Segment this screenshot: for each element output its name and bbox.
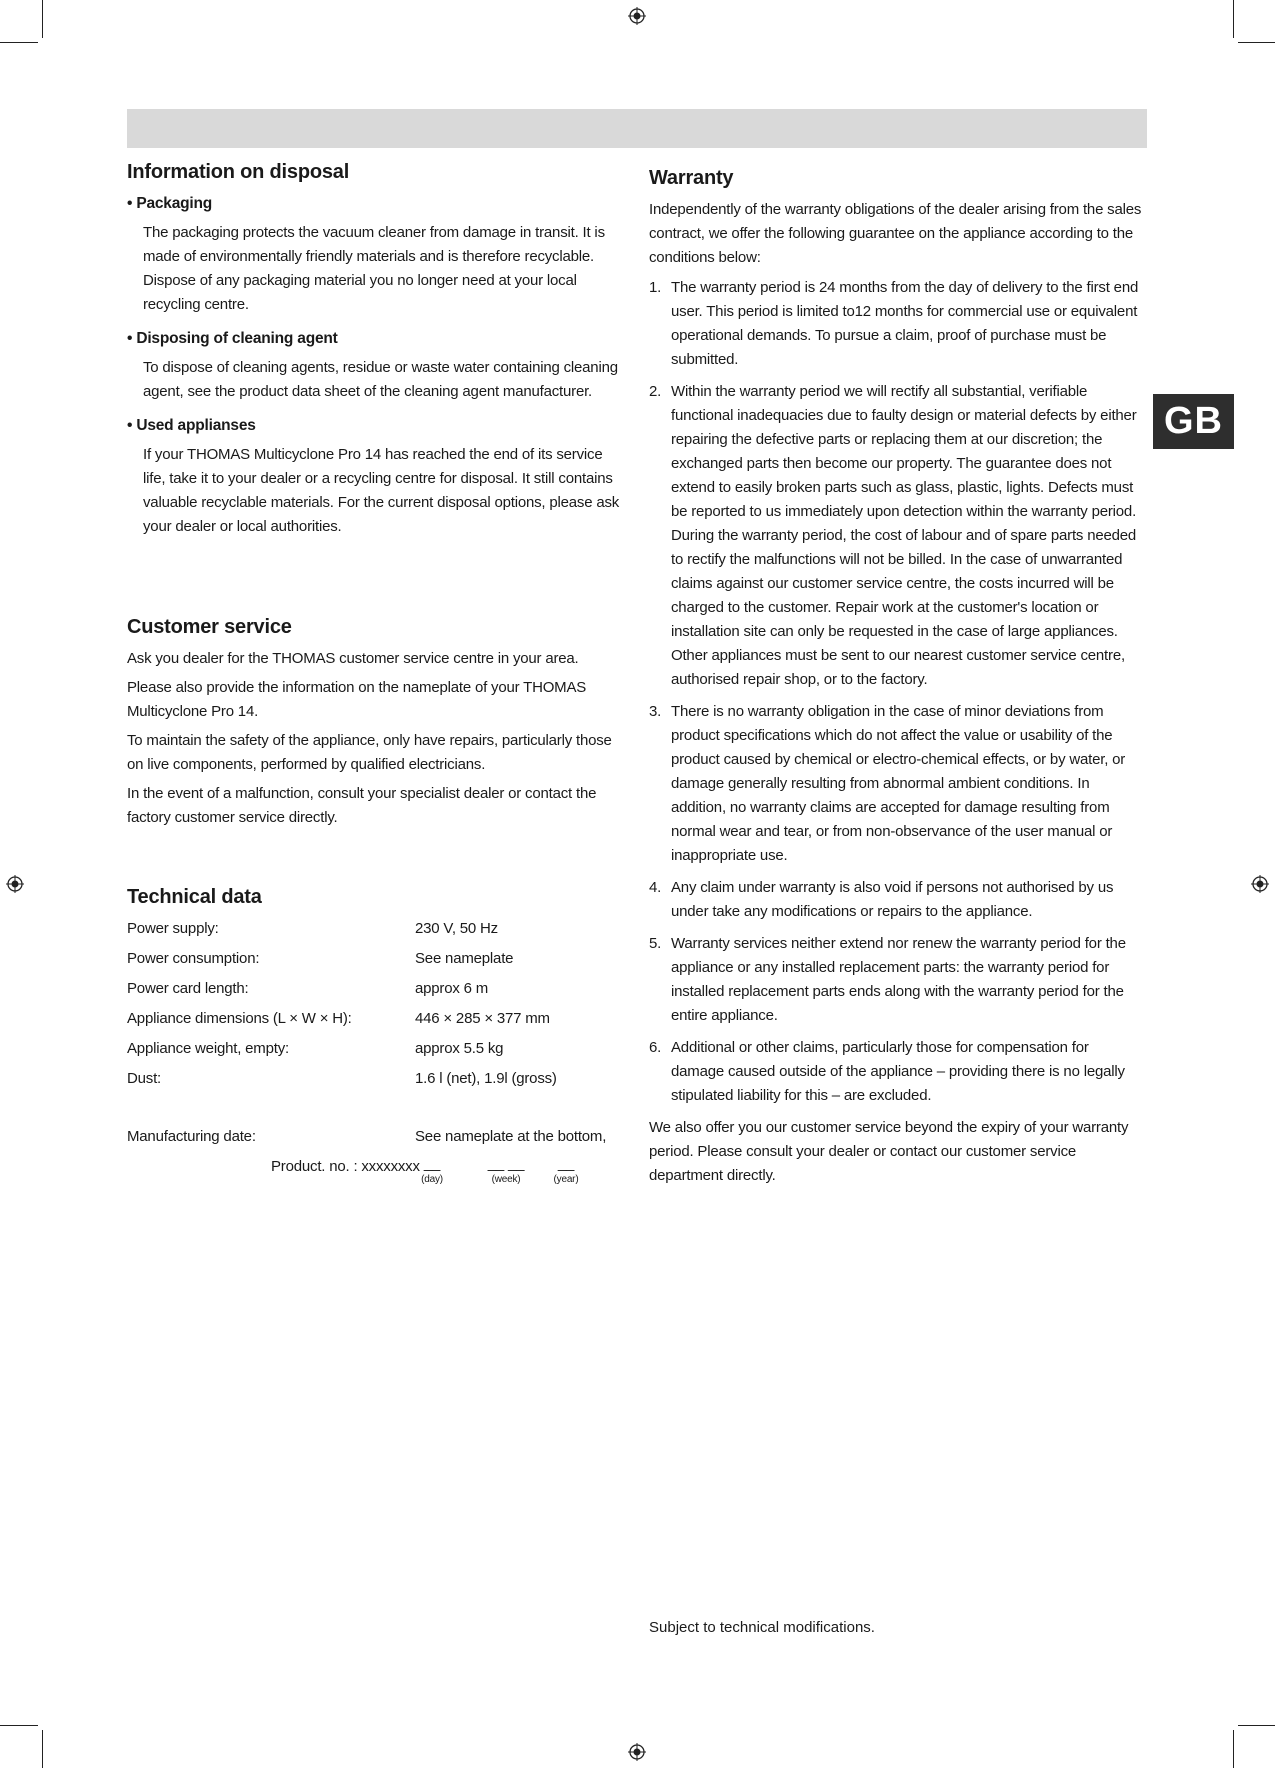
warranty-intro: Independently of the warranty obligations of the dealer arising from the sales contract, we offer the following guarantee on the appliance according to the conditions below: <box>649 201 1142 266</box>
cleaning-agent-text: To dispose of cleaning agents, residue or waste water containing cleaning agent, see the product data sheet of the cleaning agent manufacturer. <box>143 359 618 400</box>
tech-row <box>127 977 627 1007</box>
tech-label: Dust: <box>127 1070 162 1087</box>
warranty-item-number: 2. <box>649 383 662 400</box>
tech-label: Power consumption: <box>127 950 260 967</box>
tech-row <box>127 947 627 977</box>
tech-value: 446 × 285 × 377 mm <box>415 1010 550 1027</box>
manufacturing-label: Manufacturing date: <box>127 1128 256 1145</box>
registration-mark-icon <box>628 1743 646 1761</box>
tech-label: Appliance weight, empty: <box>127 1040 289 1057</box>
customer-service-section <box>127 615 627 830</box>
warranty-item-text: Any claim under warranty is also void if persons not authorised by us under take any modifications or repairs to the appliance. <box>671 879 1114 920</box>
header-bar <box>127 109 1147 148</box>
manufacturing-value: See nameplate at the bottom, <box>415 1128 607 1145</box>
crop-mark <box>0 1725 38 1726</box>
customer-service-paragraph: Please also provide the information on the nameplate of your THOMAS Multicyclone Pro 14. <box>127 679 587 720</box>
warranty-item-text: Warranty services neither extend nor renew the warranty period for the appliance or any installed replacement parts: the warranty period for installed replacement parts ends along with the warranty period for the entire appliance. <box>671 935 1126 1024</box>
crop-mark <box>0 42 38 43</box>
warranty-item-number: 4. <box>649 879 662 896</box>
tech-value: approx 5.5 kg <box>415 1040 504 1057</box>
date-day-blank: __ <box>423 1155 441 1172</box>
technical-data-section <box>127 885 627 1195</box>
crop-mark <box>1238 42 1275 43</box>
warranty-item <box>649 876 1145 924</box>
warranty-outro: We also offer you our customer service beyond the expiry of your warranty period. Please consult your dealer or contact our customer service department directly. <box>649 1119 1129 1184</box>
tech-row <box>127 1067 627 1097</box>
warranty-title: Warranty <box>649 167 734 189</box>
warranty-item <box>649 932 1145 1028</box>
warranty-section <box>649 166 1145 1188</box>
crop-mark <box>42 1730 43 1768</box>
warranty-item-text: The warranty period is 24 months from the day of delivery to the first end user. This period is limited to12 months for commercial use or equivalent operational demands. To pursue a claim, proof of purchase must be submitted. <box>671 279 1139 368</box>
date-week-blank: __ __ <box>487 1155 525 1172</box>
right-column <box>649 166 1145 1193</box>
used-appliances-heading: • Used applianses <box>127 417 256 434</box>
date-week-caption: (week) <box>491 1174 521 1185</box>
disposal-title: Information on disposal <box>127 161 350 183</box>
tech-value: 230 V, 50 Hz <box>415 920 498 937</box>
warranty-item <box>649 380 1145 692</box>
left-column <box>127 160 627 1195</box>
warranty-item <box>649 700 1145 868</box>
warranty-item-number: 1. <box>649 279 662 296</box>
crop-mark <box>42 0 43 38</box>
customer-service-paragraph: In the event of a malfunction, consult your specialist dealer or contact the factory customer service directly. <box>127 785 597 826</box>
crop-mark <box>1238 1725 1275 1726</box>
disposal-section <box>127 160 627 539</box>
product-number-row <box>127 1155 627 1195</box>
date-week <box>486 1155 526 1187</box>
warranty-item <box>649 276 1145 372</box>
customer-service-paragraph: Ask you dealer for the THOMAS customer service centre in your area. <box>127 650 579 667</box>
warranty-item <box>649 1036 1145 1108</box>
date-year-blank: __ <box>557 1155 575 1172</box>
tech-row <box>127 1037 627 1067</box>
registration-mark-icon <box>628 7 646 25</box>
tech-label: Appliance dimensions (L × W × H): <box>127 1010 352 1027</box>
crop-mark <box>1233 1730 1234 1768</box>
date-year-caption: (year) <box>553 1174 579 1185</box>
registration-mark-icon <box>1251 875 1269 893</box>
packaging-heading: • Packaging <box>127 195 213 212</box>
tech-label: Power supply: <box>127 920 219 937</box>
tech-value: See nameplate <box>415 950 514 967</box>
cleaning-agent-heading: • Disposing of cleaning agent <box>127 330 338 347</box>
date-day-caption: (day) <box>421 1174 443 1185</box>
warranty-item-text: Additional or other claims, particularly those for compensation for damage caused outside of the appliance – providing there is no legally stipulated liability for this – are excluded. <box>671 1039 1125 1104</box>
warranty-item-number: 3. <box>649 703 662 720</box>
warranty-item-text: There is no warranty obligation in the case of minor deviations from product specifications which do not affect the value or usability of the product caused by chemical or electro-chemical effects, or by water, or damage generally resulting from abnormal ambient conditions. In addition, no warranty claims are accepted for damage resulting from normal wear and tear, or from non-observance of the user manual or inappropriate use. <box>671 703 1126 864</box>
warranty-list <box>649 276 1145 1108</box>
manufacturing-row <box>127 1125 627 1155</box>
tech-label: Power card length: <box>127 980 249 997</box>
crop-mark <box>1233 0 1234 38</box>
tech-row <box>127 1007 627 1037</box>
warranty-item-number: 5. <box>649 935 662 952</box>
language-tab: GB <box>1153 394 1234 449</box>
packaging-text: The packaging protects the vacuum cleaner from damage in transit. It is made of environmentally friendly materials and is therefore recyclable. Dispose of any packaging material you no longer need at your local recycling centre. <box>143 224 605 313</box>
customer-service-title: Customer service <box>127 616 292 638</box>
date-year <box>550 1155 582 1187</box>
tech-value: approx 6 m <box>415 980 489 997</box>
tech-value: 1.6 l (net), 1.9l (gross) <box>415 1070 557 1087</box>
footer-note: Subject to technical modifications. <box>649 1619 875 1636</box>
warranty-item-number: 6. <box>649 1039 662 1056</box>
product-number: Product. no. : xxxxxxxx <box>271 1158 420 1175</box>
warranty-item-text: Within the warranty period we will rectify all substantial, verifiable functional inadequacies due to faulty design or material defects by either repairing the defective parts or replacing them at our discretion; the exchanged parts then become our property. The guarantee does not extend to easily broken parts such as glass, plastic, lights. Defects must be reported to us immediately upon detection within the warranty period. During the warranty period, the cost of labour and of spare parts needed to rectify the malfunctions will not be billed. In the case of unwarranted claims against our customer service centre, the costs incurred will be charged to the customer. Repair work at the customer's location or installation site can only be requested in the case of large appliances. Other appliances must be sent to our nearest customer service centre, authorised repair shop, or to the factory. <box>671 383 1137 688</box>
customer-service-paragraph: To maintain the safety of the appliance, only have repairs, particularly those on live components, performed by qualified electricians. <box>127 732 612 773</box>
technical-data-title: Technical data <box>127 886 262 908</box>
registration-mark-icon <box>6 875 24 893</box>
used-appliances-text: If your THOMAS Multicyclone Pro 14 has reached the end of its service life, take it to your dealer or a recycling centre for disposal. It still contains valuable recyclable materials. For the current disposal options, please ask your dealer or local authorities. <box>143 446 620 535</box>
date-day <box>418 1155 446 1187</box>
tech-row <box>127 917 627 947</box>
